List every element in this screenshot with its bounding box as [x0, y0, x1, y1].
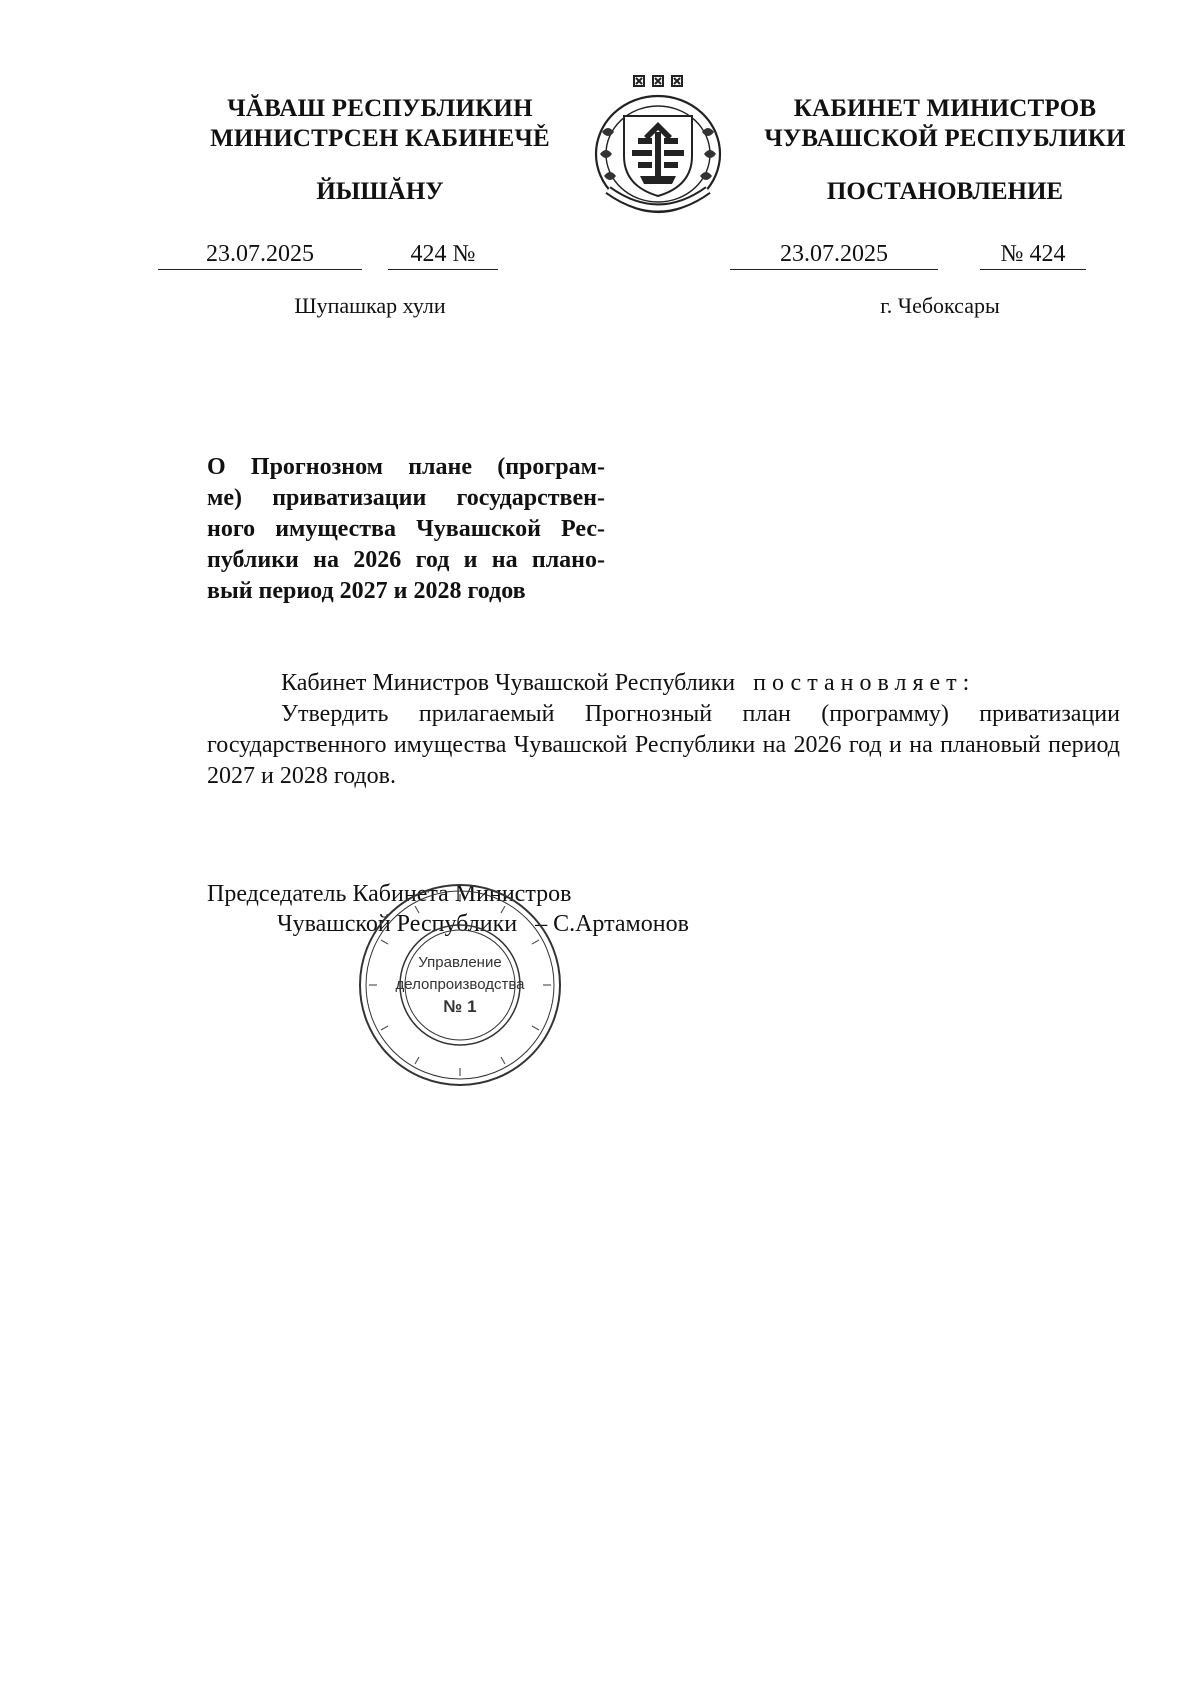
subject-line: ного имущества Чувашской Рес-	[207, 516, 605, 542]
signature-line2: Чувашской Республики – С.Артамонов	[277, 911, 689, 937]
subject-line: ме) приватизации государствен-	[207, 485, 605, 511]
header-right-title	[735, 94, 1155, 154]
seal-line1: Управление	[418, 954, 502, 971]
round-seal-icon	[355, 880, 565, 1090]
header-left-line1: ЧĂВАШ РЕСПУБЛИКИН	[227, 95, 533, 122]
signature-name: С.Артамонов	[553, 911, 689, 937]
para1-spaced: постановляет:	[753, 670, 976, 696]
header-left-doc-type: ЙЫШĂНУ	[316, 178, 444, 205]
left-date: 23.07.2025	[158, 240, 362, 270]
document-subject	[207, 452, 605, 607]
signature-title-line1: Председатель Кабинета Министров	[207, 881, 572, 907]
body-paragraph-1	[207, 668, 1194, 699]
header-right-line1: КАБИНЕТ МИНИСТРОВ	[793, 95, 1097, 122]
signature-title-line2: Чувашской Республики	[277, 911, 518, 937]
chuvash-coat-of-arms-icon	[588, 72, 728, 217]
header-right-line2: ЧУВАШСКОЙ РЕСПУБЛИКИ	[764, 125, 1126, 152]
seal-center	[355, 952, 565, 1018]
right-number: № 424	[980, 240, 1086, 270]
left-place: Шупашкар хули	[294, 293, 446, 318]
para1-text: Кабинет Министров Чувашской Республики	[281, 670, 736, 696]
seal-line2: делопроизводства	[395, 976, 525, 993]
header-left-line2: МИНИСТРСЕН КАБИНЕЧĚ	[210, 125, 550, 152]
header-right-doc-type: ПОСТАНОВЛЕНИЕ	[826, 178, 1064, 205]
header-left-title	[190, 94, 570, 154]
body-paragraph-2: Утвердить прилагаемый Прогнозный план (программу) приватизации государственного имущества Чувашской Республики на 2026 год и на плановый период 2027 и 2028 годов.	[207, 701, 1120, 789]
right-place: г. Чебоксары	[880, 293, 1000, 318]
subject-line: публики на 2026 год и на плано-	[207, 547, 605, 573]
left-number: 424 №	[388, 240, 498, 270]
right-date: 23.07.2025	[730, 240, 938, 270]
seal-line3: № 1	[443, 997, 477, 1016]
subject-line: О Прогнозном плане (програм-	[207, 454, 605, 480]
subject-line: вый период 2027 и 2028 годов	[207, 578, 526, 604]
